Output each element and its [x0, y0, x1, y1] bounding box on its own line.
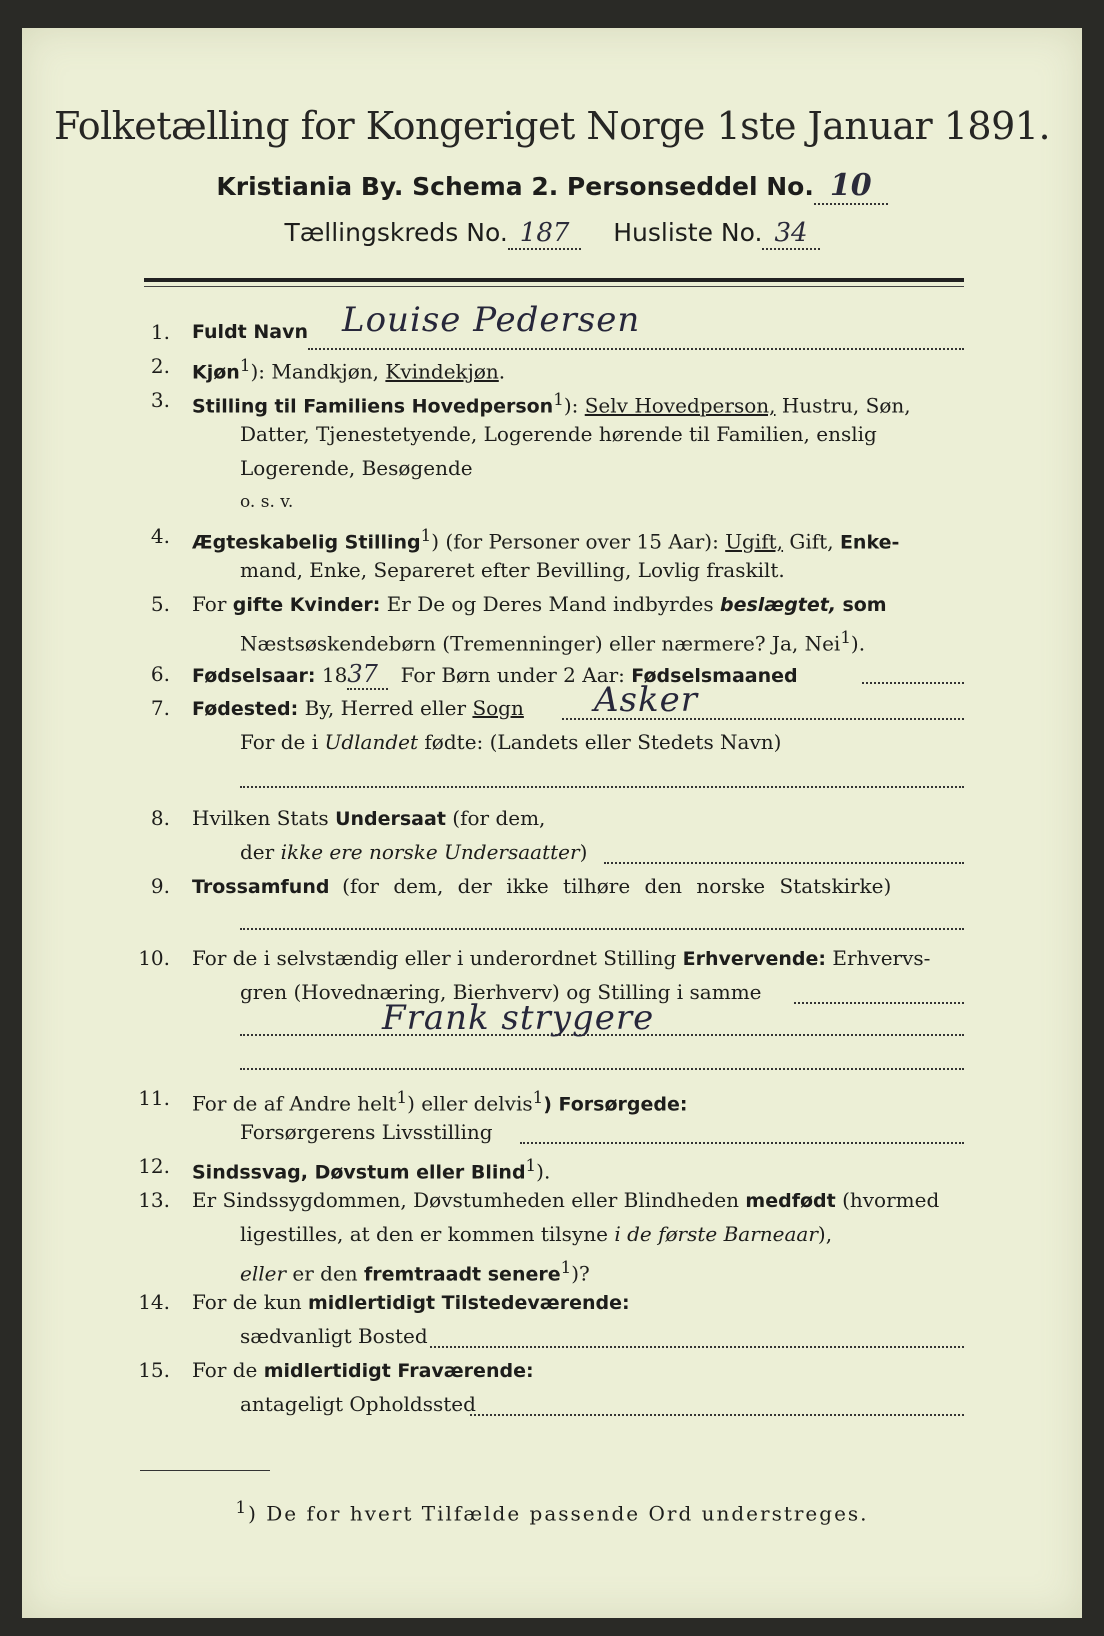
question-text: o. s. v. — [240, 492, 294, 512]
personseddel-number: 10 — [814, 168, 888, 205]
question-text-bold: som — [842, 594, 887, 616]
question-label: Ægteskabelig Stilling — [192, 531, 421, 554]
question-text: Er Sindssygdommen, Døvstumheden eller Blindheden — [192, 1188, 740, 1212]
question-text: ) (for Personer over 15 Aar): — [431, 529, 719, 554]
question-text: der — [240, 840, 275, 864]
question-number: 13. — [138, 1188, 170, 1212]
question-text-italic: ikke ere norske Undersaatter — [280, 840, 580, 864]
answer-line — [308, 348, 964, 350]
question-number: 10. — [138, 946, 170, 970]
question-number: 6. — [150, 662, 170, 686]
question-text: gren (Hovednæring, Bierhverv) og Stilling i samme — [240, 980, 762, 1004]
question-label: Fuldt Navn — [192, 321, 309, 343]
husliste-label: Husliste No. — [613, 218, 763, 247]
question-text: antageligt Opholdssted — [240, 1392, 476, 1416]
underlined-answer: Selv Hovedperson, — [584, 393, 776, 418]
question-text: Logerende, Besøgende — [240, 456, 473, 480]
question-text: For Børn under 2 Aar: — [400, 663, 625, 687]
question-text: fødte: (Landets eller Stedets Navn) — [424, 730, 782, 754]
form-title: Folketælling for Kongeriget Norge 1ste Januar 1891. — [53, 104, 1051, 148]
question-number: 2. — [150, 354, 170, 378]
question-text: For de i — [240, 730, 319, 754]
footnote-ref: 1 — [239, 356, 251, 375]
year-prefix: 18 — [321, 663, 348, 687]
census-form-page: Folketælling for Kongeriget Norge 1ste Januar 1891. Kristiania By. Schema 2. Personseddel No. 10 Tællingskreds No. 187 Husliste No. 34 1. Fuldt Navn Louise Pedersen 2. Kjøn$^1$): Mandkjøn, Kvindekjøn. 3. Stilling til Familiens Hovedperson$^1$): Selv Hovedperson, Hustru, Søn, Datter, Tjenestetyende, Logerende hørende til Familien, enslig Logerende, Besøgende o. s. v. 4. Ægteskabelig Stilling$^1$) (for Personer over 15 Aar): Ugift, Gift, Enke- mand, Enke, Separeret efter Bevilling, Lovlig fraskilt. 5. For gifte Kvinder: Er De og Deres Mand indbyrdes beslægtet, som Næstsøskendebørn (Tremenninger) eller nærmere? Ja, Nei$^1$). 6. Fødselsaar: 1837 For Børn under 2 Aar: Fødselsmaaned 7. Fødested: By, Herred eller Sogn Asker For de i Udlandet fødte: (Landets eller Stedets Navn) 8. Hvilken Stats Undersaat (for dem, der ikke ere norske Undersaatter) 9. Trossamfund (for dem, der ikke tilhøre den norske Statskirke) 10. For de i selvstændig eller i underordnet Stilling Erhvervende: Erhvervs- gren (Hovednæring, Bierhverv) og Stilling i samme Frank strygere 11. For de af Andre helt$^1$) eller delvis$^1$) Forsørgede: Forsørgerens Livsstilling 12. Sindssvag, Døvstum eller Blind$^1$). 13. Er Sindssygdommen, Døvstumheden eller Blindheden medfødt (hvormed ligestilles, at den er kommen tilsyne i de første Barneaar), eller er den fremtraadt senere$^1$)? 14. For de kun midlertidigt Tilstedeværende: sædvanligt Bosted 15. For de midlertidigt Fraværende: antageligt Opholdssted $^1$) De for hvert Tilfælde passende Ord understreges. — [22, 28, 1082, 1618]
birth-year-answer: 37 — [347, 660, 388, 690]
question-text: er den — [292, 1261, 358, 1286]
answer-line — [862, 682, 964, 684]
question-text: (for dem, — [452, 806, 546, 830]
question-text: For de af Andre helt — [192, 1091, 397, 1116]
question-label: gifte Kvinder: — [232, 594, 381, 616]
question-label: midlertidigt Tilstedeværende: — [307, 1292, 630, 1314]
question-text: ): Mandkjøn, — [250, 359, 380, 384]
question-label: Fødested: — [192, 698, 299, 720]
question-text: Forsørgerens Livsstilling — [240, 1120, 493, 1144]
question-text: Hustru, Søn, — [781, 393, 911, 418]
personseddel-label: Kristiania By. Schema 2. Personseddel No. — [216, 172, 814, 201]
footnote-divider — [140, 1470, 270, 1471]
question-text: Gift, — [789, 529, 834, 554]
tkreds-label: Tællingskreds No. — [284, 218, 508, 247]
question-number: 4. — [150, 524, 170, 548]
form-district-line — [22, 218, 1082, 248]
question-label: Stilling til Familiens Hovedperson — [192, 395, 554, 418]
question-text-italic: beslægtet, — [719, 594, 837, 616]
question-label: medfødt — [745, 1190, 836, 1212]
question-text: ): — [563, 393, 579, 418]
full-name-answer: Louise Pedersen — [342, 300, 641, 340]
question-label: Sindssvag, Døvstum eller Blind — [192, 1161, 526, 1184]
occupation-answer: Frank strygere — [382, 998, 655, 1038]
question-text: For de i selvstændig eller i underordnet Stilling — [192, 946, 677, 970]
answer-line — [470, 1414, 964, 1416]
footnote-marker: 1 — [235, 1498, 249, 1517]
answer-line — [240, 1068, 964, 1070]
question-number: 12. — [138, 1154, 170, 1178]
question-text: For de kun — [192, 1290, 302, 1314]
question-text-bold: fremtraadt senere — [364, 1263, 561, 1286]
form-subtitle — [22, 168, 1082, 203]
answer-line — [240, 786, 964, 788]
underlined-answer: Ugift, — [725, 529, 784, 554]
answer-line — [430, 1346, 964, 1348]
question-number: 7. — [150, 696, 170, 720]
question-label: midlertidigt Fraværende: — [263, 1360, 534, 1382]
question-number: 9. — [150, 874, 170, 898]
question-label: Kjøn — [192, 361, 240, 384]
question-label: Erhvervende: — [682, 948, 827, 970]
question-text: (hvormed — [842, 1188, 940, 1212]
footnote — [22, 1498, 1082, 1526]
question-text: Hvilken Stats — [192, 806, 329, 830]
question-text: Erhvervs- — [832, 946, 931, 970]
question-text: sædvanligt Bosted — [240, 1324, 428, 1348]
question-text: ) — [579, 840, 588, 864]
underlined-answer: Sogn — [472, 696, 524, 720]
footnote-ref: 1 — [553, 390, 564, 409]
question-text: For — [192, 592, 227, 616]
header-divider — [144, 278, 964, 282]
answer-line — [520, 1142, 964, 1144]
question-text-end: ). — [850, 631, 866, 656]
question-label: ) Forsørgede: — [543, 1093, 688, 1116]
question-text-bold: Enke- — [839, 531, 900, 554]
question-text: mand, Enke, Separeret efter Bevilling, Lovlig fraskilt. — [240, 558, 785, 582]
question-text-end: )? — [571, 1261, 590, 1286]
question-number: 15. — [138, 1358, 170, 1382]
question-text-italic: Udlandet — [324, 730, 419, 754]
birthplace-answer: Asker — [594, 680, 698, 720]
question-number: 5. — [150, 592, 170, 616]
question-text-end: ). — [536, 1159, 551, 1184]
question-text-bold: Fødselsmaaned — [631, 665, 798, 687]
question-number: 11. — [138, 1086, 170, 1110]
husliste-number: 34 — [762, 218, 819, 250]
question-text: By, Herred eller — [304, 696, 467, 720]
question-text: (for dem, der ikke tilhøre den norske Statskirke) — [342, 874, 892, 898]
question-label: Undersaat — [335, 808, 446, 830]
question-number: 1. — [150, 320, 170, 344]
answer-line — [794, 1002, 964, 1004]
answer-line — [604, 862, 964, 864]
question-text-italic: i de første Barneaar — [614, 1222, 818, 1246]
question-text: Er De og Deres Mand indbyrdes — [386, 592, 714, 616]
underlined-answer: Kvindekjøn — [385, 359, 499, 384]
question-text-end: . — [498, 359, 506, 384]
question-text: Næstsøskendebørn (Tremenninger) eller nærmere? Ja, Nei — [240, 631, 841, 656]
answer-line — [240, 928, 964, 930]
question-label: Trossamfund — [192, 876, 330, 898]
question-number: 14. — [138, 1290, 170, 1314]
footnote-text: ) De for hvert Tilfælde passende Ord understreges. — [248, 1501, 869, 1526]
header-divider-thin — [144, 286, 964, 287]
question-text: ), — [817, 1222, 833, 1246]
question-label: Fødselsaar: — [192, 665, 316, 687]
tkreds-number: 187 — [508, 218, 582, 250]
question-number: 8. — [150, 806, 170, 830]
question-text: ligestilles, at den er kommen tilsyne — [240, 1222, 608, 1246]
question-text-italic: eller — [240, 1261, 287, 1286]
question-text: Datter, Tjenestetyende, Logerende hørende til Familien, enslig — [240, 422, 877, 446]
footnote-ref: 1 — [420, 526, 432, 545]
question-text: For de — [192, 1358, 258, 1382]
question-number: 3. — [150, 388, 170, 412]
question-text: ) eller delvis — [407, 1091, 533, 1116]
